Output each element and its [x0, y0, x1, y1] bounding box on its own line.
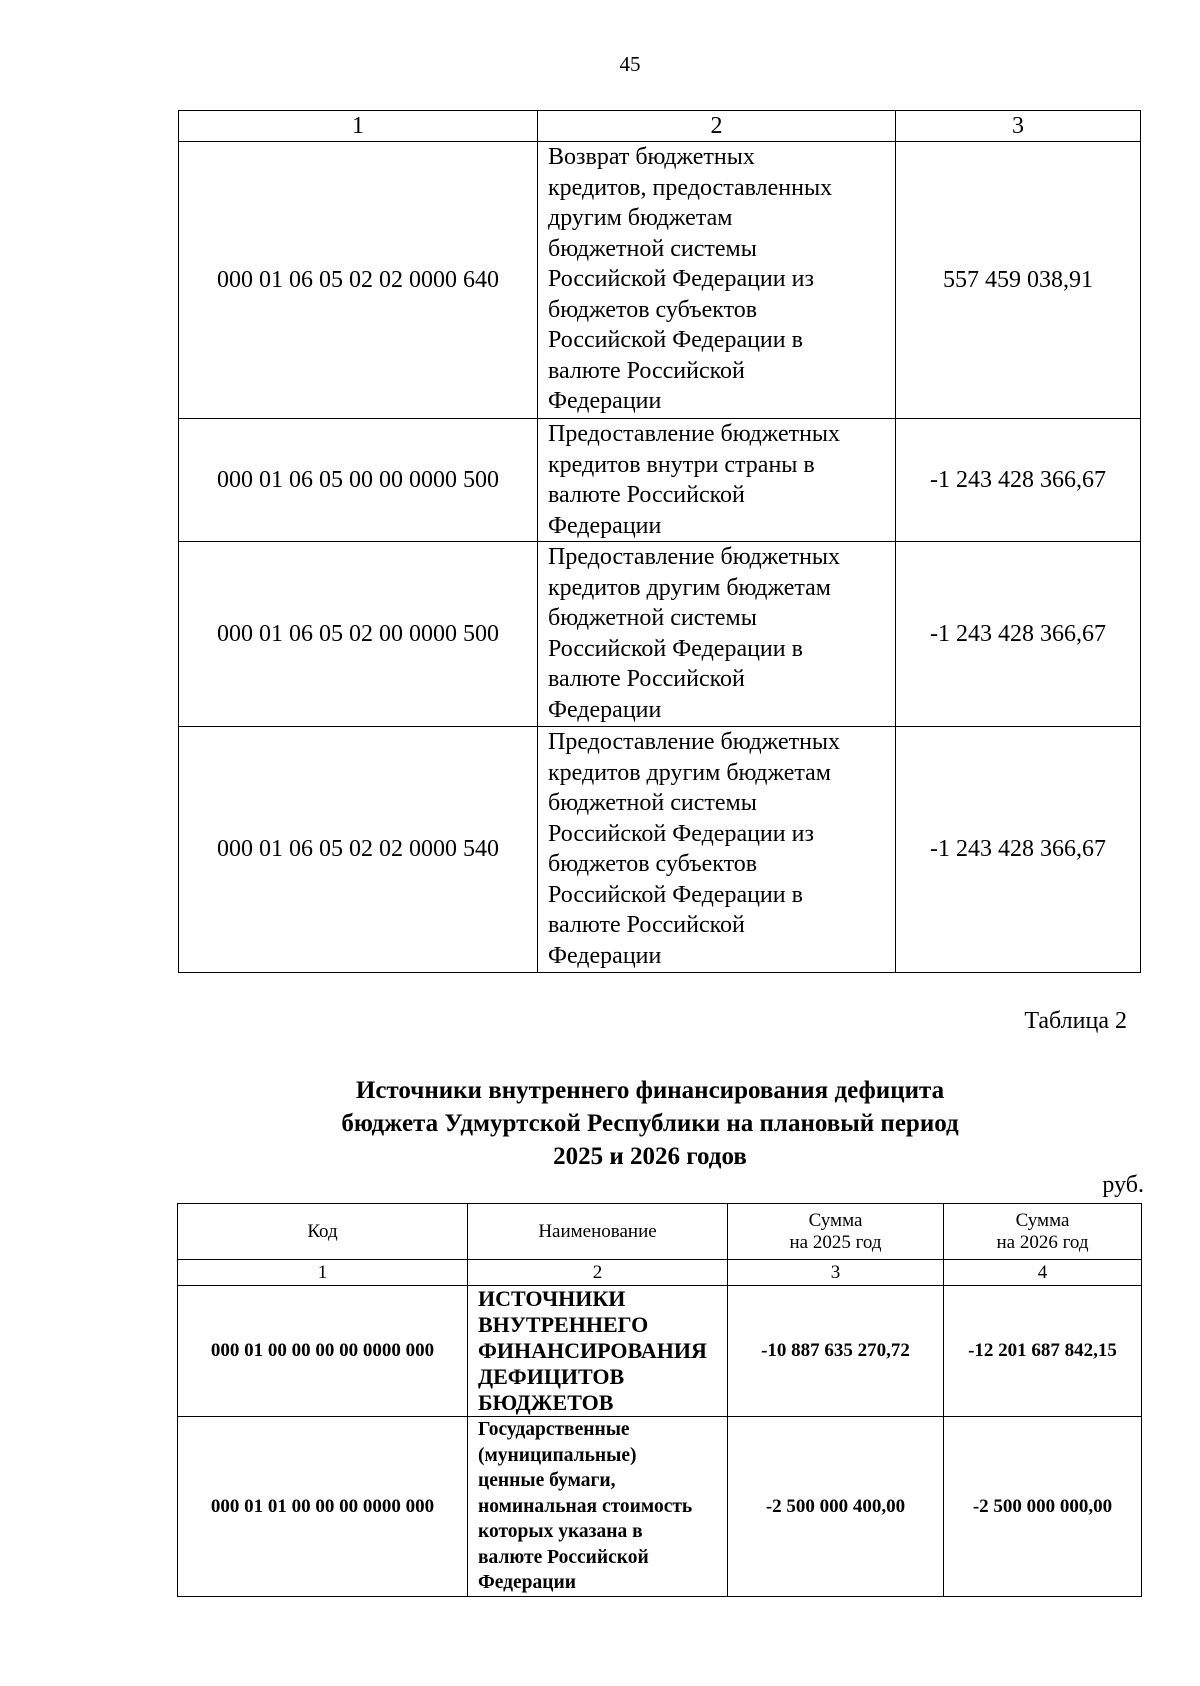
table-row	[179, 727, 1141, 973]
name-line: валюте Российской	[548, 482, 745, 508]
name-line: Федерации	[548, 696, 662, 723]
table-1-continuation	[178, 110, 1141, 973]
name-line: Российской Федерации из	[548, 266, 814, 292]
name-line: БЮДЖЕТОВ	[478, 1390, 614, 1415]
table-2-title	[250, 1074, 1050, 1173]
column-number: 3	[728, 1260, 944, 1286]
name-line: кредитов другим бюджетам	[548, 759, 831, 786]
table-2-column-numbers	[178, 1260, 1142, 1286]
header-code: Код	[178, 1204, 468, 1260]
name-line: бюджетов субъектов	[548, 851, 758, 877]
name-line: Федерации	[548, 388, 662, 414]
header-line: на 2025 год	[789, 1231, 882, 1253]
row-amount: -1 243 428 366,67	[896, 727, 1141, 973]
name-line: кредитов внутри страны в	[548, 451, 815, 478]
name-line: ДЕФИЦИТОВ	[478, 1364, 625, 1389]
name-line: Российской Федерации в	[548, 327, 803, 353]
name-line: Федерации	[548, 942, 662, 969]
row-code: 000 01 06 05 02 02 0000 540	[179, 727, 538, 973]
row-amount: -1 243 428 366,67	[896, 542, 1141, 727]
name-line: ФИНАНСИРОВАНИЯ	[478, 1338, 707, 1363]
table-row	[178, 1417, 1142, 1597]
page-number: 45	[619, 52, 641, 76]
row-name	[468, 1286, 728, 1417]
table-2	[177, 1203, 1142, 1597]
name-line: кредитов другим бюджетам	[548, 574, 831, 601]
row-code: 000 01 06 05 02 00 0000 500	[179, 542, 538, 727]
row-sum-2025: -2 500 000 400,00	[728, 1417, 944, 1597]
column-number: 2	[538, 111, 896, 142]
column-number: 1	[178, 1260, 468, 1286]
name-line: бюджетной системы	[548, 235, 757, 262]
name-line: Российской Федерации в	[548, 635, 803, 662]
row-name	[538, 419, 896, 542]
header-sum-2025	[728, 1204, 944, 1260]
row-amount: 557 459 038,91	[896, 142, 1141, 419]
name-line: ценные бумаги,	[478, 1470, 616, 1491]
name-line: Предоставление бюджетных	[548, 729, 841, 755]
name-line: бюджетной системы	[548, 790, 757, 816]
row-sum-2026: -2 500 000 000,00	[944, 1417, 1142, 1597]
name-line: бюджетной системы	[548, 605, 757, 631]
name-line: Государственные	[478, 1419, 630, 1440]
name-line: Российской Федерации в	[548, 881, 803, 908]
column-number: 2	[468, 1260, 728, 1286]
currency-unit: руб.	[1102, 1172, 1144, 1198]
row-name	[538, 542, 896, 727]
name-line: которых указана в	[478, 1521, 643, 1542]
row-code: 000 01 06 05 02 02 0000 640	[179, 142, 538, 419]
name-line: валюте Российской	[548, 666, 745, 692]
row-name	[538, 142, 896, 419]
name-line: Возврат бюджетных	[548, 144, 755, 170]
row-code: 000 01 00 00 00 00 0000 000	[178, 1286, 468, 1417]
title-line: Источники внутреннего финансирования дефицита	[355, 1077, 945, 1104]
name-line: другим бюджетам	[548, 205, 733, 231]
name-line: Федерации	[548, 512, 662, 539]
name-line: Предоставление бюджетных	[548, 544, 841, 570]
title-line: 2025 и 2026 годов	[553, 1143, 747, 1170]
row-sum-2026: -12 201 687 842,15	[944, 1286, 1142, 1417]
name-line: валюте Российской	[478, 1546, 649, 1568]
header-name: Наименование	[468, 1204, 728, 1260]
name-line: ВНУТРЕННЕГО	[478, 1312, 649, 1337]
name-line: (муниципальные)	[478, 1444, 637, 1466]
table-2-label: Таблица 2	[1024, 1008, 1127, 1034]
row-sum-2025: -10 887 635 270,72	[728, 1286, 944, 1417]
header-line: Сумма	[808, 1209, 863, 1231]
name-line: Федерации	[478, 1572, 576, 1593]
header-sum-2026	[944, 1204, 1142, 1260]
table-row	[179, 419, 1141, 542]
name-line: номинальная стоимость	[478, 1495, 693, 1517]
table-row	[179, 542, 1141, 727]
row-name	[468, 1417, 728, 1597]
table-2-header	[178, 1204, 1142, 1260]
table-1-column-numbers	[179, 111, 1141, 142]
title-line: бюджета Удмуртской Республики на плановый период	[341, 1110, 959, 1137]
name-line: валюте Российской	[548, 357, 745, 384]
header-line: на 2026 год	[996, 1231, 1089, 1253]
column-number: 3	[896, 111, 1141, 142]
name-line: Российской Федерации из	[548, 820, 814, 847]
header-line: Сумма	[1015, 1209, 1070, 1231]
row-amount: -1 243 428 366,67	[896, 419, 1141, 542]
table-row	[179, 142, 1141, 419]
name-line: валюте Российской	[548, 912, 745, 938]
column-number: 1	[179, 111, 538, 142]
name-line: Предоставление бюджетных	[548, 421, 841, 447]
name-line: кредитов, предоставленных	[548, 174, 833, 201]
row-name	[538, 727, 896, 973]
name-line: бюджетов субъектов	[548, 296, 758, 323]
column-number: 4	[944, 1260, 1142, 1286]
table-row	[178, 1286, 1142, 1417]
row-code: 000 01 01 00 00 00 0000 000	[178, 1417, 468, 1597]
name-line: ИСТОЧНИКИ	[478, 1286, 626, 1311]
row-code: 000 01 06 05 00 00 0000 500	[179, 419, 538, 542]
